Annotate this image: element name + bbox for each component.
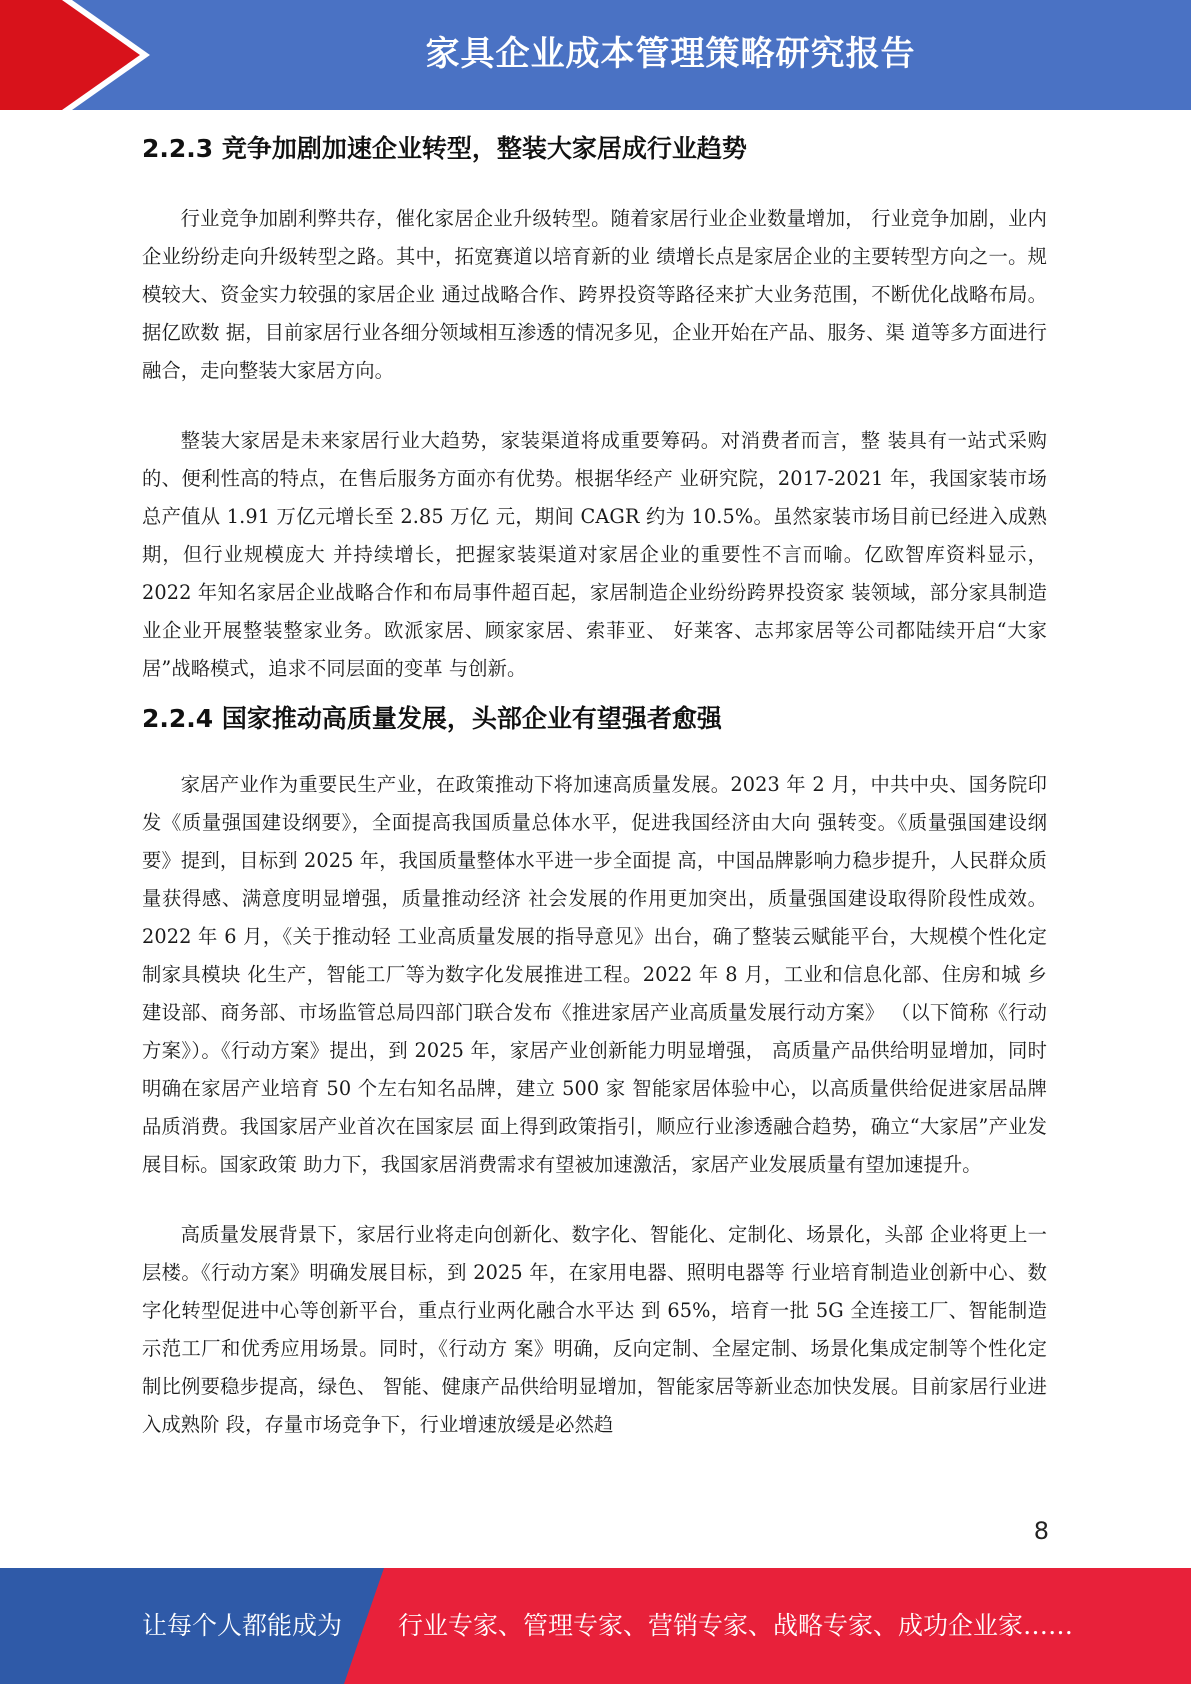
header-banner [0, 0, 1191, 110]
section-heading-2-2-3: 2.2.3 竞争加剧加速企业转型，整装大家居成行业趋势 [142, 134, 747, 163]
footer-banner [0, 1568, 1191, 1684]
report-title: 家具企业成本管理策略研究报告 [425, 34, 916, 74]
header-arrow-logo [0, 0, 150, 110]
paragraph: 整装大家居是未来家居行业大趋势，家装渠道将成重要筹码。对消费者而言，整 装具有一站式采购的、便利性高的特点，在售后服务方面亦有优势。根据华经产 业研究院，2017-2021 年，我国家装市场总产值从 1.91 万亿元增长至 2.85 万亿 元，期间 CAGR 约为 10.5%。虽然家装市场目前已经进入成熟期，但行业规模庞大 并持续增长，把握家装渠道对家居企业的重要性不言而喻。亿欧智库资料显示， 2022 年知名家居企业战略合作和布局事件超百起，家居制造企业纷纷跨界投资家 装领域，部分家具制造业企业开展整装整家业务。欧派家居、顾家家居、索菲亚、 好莱客、志邦家居等公司都陆续开启“大家居”战略模式，追求不同层面的变革 与创新。 [142, 429, 1047, 680]
footer-slogan-right: 行业专家、管理专家、营销专家、战略专家、成功企业家…… [398, 1611, 1074, 1640]
page-content [142, 128, 1047, 1444]
paragraph: 行业竞争加剧利弊共存，催化家居企业升级转型。随着家居行业企业数量增加， 行业竞争加剧，业内企业纷纷走向升级转型之路。其中，拓宽赛道以培育新的业 绩增长点是家居企业的主要转型方向之一。规模较大、资金实力较强的家居企业 通过战略合作、跨界投资等路径来扩大业务范围，不断优化战略布局。据亿欧数 据，目前家居行业各细分领域相互渗透的情况多见，企业开始在产品、服务、渠 道等多方面进行融合，走向整装大家居方向。 [142, 207, 1047, 382]
section-heading-2-2-4: 2.2.4 国家推动高质量发展，头部企业有望强者愈强 [142, 704, 722, 733]
page-number: 8 [1033, 1517, 1049, 1545]
paragraph: 高质量发展背景下，家居行业将走向创新化、数字化、智能化、定制化、场景化，头部 企业将更上一层楼。《行动方案》明确发展目标，到 2025 年，在家用电器、照明电器等 行业培育制造业创新中心、数字化转型促进中心等创新平台，重点行业两化融合水平达 到 65%，培育一批 5G 全连接工厂、智能制造示范工厂和优秀应用场景。同时，《行动方 案》明确，反向定制、全屋定制、场景化集成定制等个性化定制比例要稳步提高，绿色、 智能、健康产品供给明显增加，智能家居等新业态加快发展。目前家居行业进入成熟阶 段，存量市场竞争下，行业增速放缓是必然趋 [142, 1223, 1047, 1436]
footer-slogan-left: 让每个人都能成为 [142, 1611, 343, 1640]
paragraph: 家居产业作为重要民生产业，在政策推动下将加速高质量发展。2023 年 2 月，中共中央、国务院印发《质量强国建设纲要》，全面提高我国质量总体水平，促进我国经济由大向 强转变。《质量强国建设纲要》提到，目标到 2025 年，我国质量整体水平进一步全面提 高，中国品牌影响力稳步提升，人民群众质量获得感、满意度明显增强，质量推动经济 社会发展的作用更加突出，质量强国建设取得阶段性成效。2022 年 6 月，《关于推动轻 工业高质量发展的指导意见》出台，确了整装云赋能平台，大规模个性化定制家具模块 化生产，智能工厂等为数字化发展推进工程。2022 年 8 月，工业和信息化部、住房和城 乡建设部、商务部、市场监管总局四部门联合发布《推进家居产业高质量发展行动方案》 （以下简称《行动方案》）。《行动方案》提出，到 2025 年，家居产业创新能力明显增强， 高质量产品供给明显增加，同时明确在家居产业培育 50 个左右知名品牌，建立 500 家 智能家居体验中心，以高质量供给促进家居品牌品质消费。我国家居产业首次在国家层 面上得到政策指引，顺应行业渗透融合趋势，确立“大家居”产业发展目标。国家政策 助力下，我国家居消费需求有望被加速激活，家居产业发展质量有望加速提升。 [142, 773, 1047, 1176]
